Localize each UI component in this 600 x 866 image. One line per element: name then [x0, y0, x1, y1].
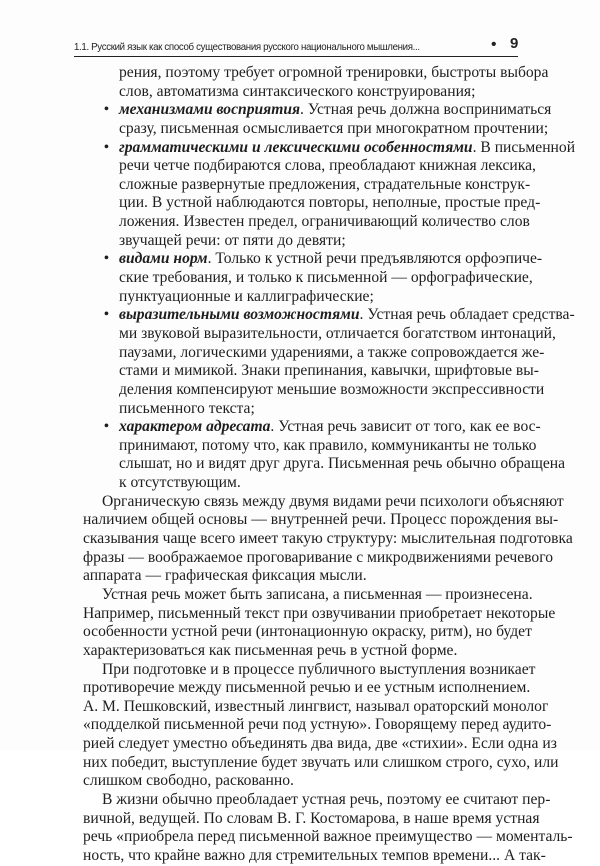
text-line: сразу, письменная осмысливается при многократном прочтении; [119, 119, 549, 137]
paragraph-line: характеризоваться как письменная речь в устной форме. [83, 641, 458, 659]
bullet-icon: • [104, 139, 109, 155]
paragraph-line: Например, письменный текст при озвучивании приобретает некоторые [83, 604, 556, 622]
paragraph-line: аппарата — графическая фиксация мысли. [83, 567, 367, 585]
paragraph-line: фразы — воображаемое проговаривание с микродвижениями речевого [83, 548, 554, 566]
list-item-term: видами норм [119, 250, 208, 268]
text-line: паузами, логическими ударениями, а также сопровождается же- [119, 343, 545, 361]
text-line: слышат, но и видят друг друга. Письменная речь обычно обращена [119, 455, 566, 473]
bullet-icon: • [104, 307, 109, 323]
paragraph-line: них победит, выступление будет звучать или слишком строго, сухо, или [83, 753, 559, 771]
list-item [83, 101, 552, 120]
text-line: ложения. Известен предел, ограничивающий количество слов [119, 213, 530, 231]
text-line: рения, поэтому требует огромной тренировки, быстроты выбора [119, 64, 549, 81]
text-line: слов, автоматизма синтаксического конструирования; [119, 82, 476, 100]
paragraph-line: слишком свободно, раскованно. [83, 772, 294, 790]
paragraph-line: вичной, ведущей. По словам В. Г. Костомарова, в наше время устная [83, 809, 540, 827]
body-text [83, 64, 576, 866]
text-line: письменного текста; [119, 399, 255, 417]
list-item-text: . Только к устной речи предъявляются орфоэпиче- [207, 250, 543, 268]
bullet-icon: • [104, 102, 109, 118]
paragraph-line: Устная речь может быть записана, а письменная — произнесена. [102, 585, 533, 603]
list-item-text: . В письменной [472, 138, 576, 156]
text-line: ские требования, и только к письменной — орфографические, [119, 269, 533, 287]
running-head-separator: • [491, 36, 496, 53]
paragraph-line: особенности устной речи (интонационную окраску, ритм), но будет [83, 623, 532, 641]
paragraph-line: А. М. Пешковский, известный лингвист, называл ораторский монолог [83, 697, 549, 715]
text-line: сложные развернутые предложения, страдательные конструк- [119, 175, 531, 193]
paragraph-line: В жизни обычно преобладает устная речь, поэтому ее считают пер- [102, 790, 551, 808]
paragraph-line: При подготовке и в процессе публичного выступления возникает [102, 660, 536, 678]
text-line: стами и мимикой. Знаки препинания, кавычки, шрифтовые вы- [119, 362, 539, 380]
paragraph-line: сказывания чаще всего имеет такую структуру: мыслительная подготовка [83, 530, 573, 548]
running-head [74, 35, 518, 57]
list-item-text: . Устная речь должна восприниматься [300, 101, 552, 119]
list-item-text: . Устная речь зависит от того, как ее вос- [270, 418, 541, 436]
list-item [83, 138, 576, 158]
paragraph-line: противоречие между письменной речью и ее устным исполнением. [83, 679, 531, 697]
text-line: ции. В устной наблюдаются повторы, неполные, простые пред- [119, 194, 541, 212]
list-item-term: выразительными возможностями [119, 306, 360, 324]
bullet-icon: • [104, 419, 109, 435]
paragraph-line: рией следует уместно объединять два вида, две «стихии». Если одна из [83, 735, 557, 753]
list-item-term: характером адресата [119, 418, 271, 436]
paragraph-line: ность, что крайне важно для стремительных темпов времени... А так- [83, 846, 546, 864]
list-item-term: грамматическими и лексическими особенностями [119, 138, 473, 156]
running-head-title: 1.1. Русский язык как способ существования русского национального мышления... [74, 42, 420, 53]
list-item-text: . Устная речь обладает средства- [359, 306, 575, 324]
list-item [83, 306, 575, 325]
paragraph-line: речь «приобрела перед письменной важное преимущество — моменталь- [83, 828, 573, 846]
list-item [83, 418, 541, 437]
list-item [83, 250, 543, 269]
paragraph-line: Органическую связь между двумя видами речи психологи объясняют [102, 492, 564, 510]
paragraph-line: наличием общей основы — внутренней речи. Процесс порождения вы- [83, 511, 559, 529]
bullet-icon: • [104, 251, 109, 267]
text-line: ми звуковой выразительности, отличается богатством интонаций, [119, 324, 556, 342]
text-line: звучащей речи: от пяти до девяти; [119, 231, 346, 249]
text-line: пунктуационные и каллиграфические; [119, 287, 374, 305]
text-line: к отсутствующим. [119, 474, 241, 492]
paragraph-line: «подделкой письменной речи под устную». Говорящему перед аудито- [83, 716, 552, 734]
page-number: 9 [510, 35, 518, 52]
text-line: речи четче подбираются слова, преобладают книжная лексика, [119, 157, 536, 175]
text-line: принимают, потому что, как правило, коммуниканты не только [119, 436, 537, 454]
list-item-term: механизмами восприятия [119, 101, 301, 119]
text-line: деления компенсируют меньшие возможности экспрессивности [119, 380, 545, 398]
